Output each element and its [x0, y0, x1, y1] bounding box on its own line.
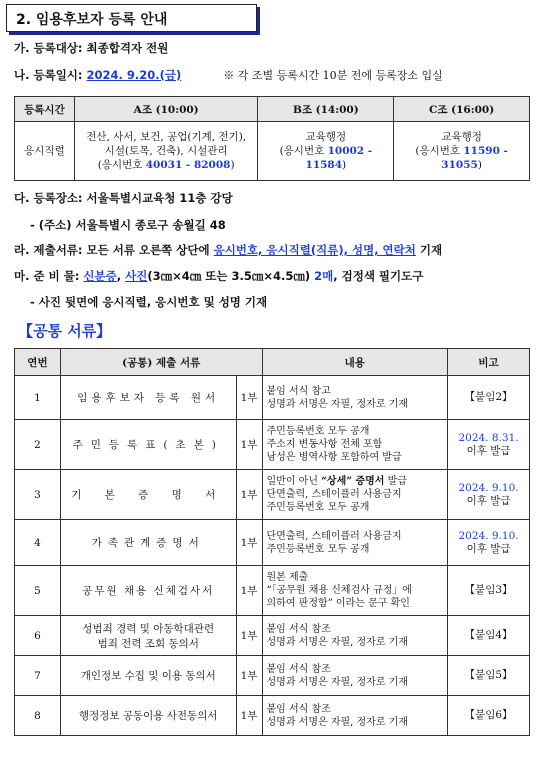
row-content: [262, 616, 448, 656]
row-doc-name: 임용후보자 등록 원서: [60, 376, 236, 420]
row-number: 4: [15, 520, 61, 566]
schedule-a-line: 전산, 사서, 보건, 공업(기계, 전기),: [86, 131, 247, 143]
content-line: 주민등록번호 모두 공개: [266, 426, 370, 437]
note-line: 이후 발급: [466, 494, 511, 507]
submit-line: [14, 242, 442, 258]
row-doc-name: 주민등록표(초본): [60, 420, 236, 470]
note-line: 이후 발급: [466, 444, 511, 457]
address-line: - (주소) 서울특별시 종로구 송월길 48: [30, 218, 226, 232]
documents-header-content: 내용: [262, 349, 448, 376]
content-line: 주민등록번호 모두 공개: [266, 543, 370, 555]
table-row: [15, 470, 530, 520]
row-note: [448, 616, 530, 656]
row-note: [448, 420, 530, 470]
items-comma: ,: [116, 269, 126, 283]
note-date: 2024. 9.10.: [458, 481, 519, 494]
table-row: [15, 376, 530, 420]
schedule-a-line: 시설(토목, 건축), 시설관리: [104, 145, 228, 157]
row-number: 2: [15, 420, 61, 470]
range-prefix: (응시번호: [279, 145, 328, 157]
target-label: 가. 등록대상:: [14, 41, 83, 55]
datetime-label: 나. 등록일시:: [14, 68, 83, 82]
row-content: [262, 420, 448, 470]
documents-table: [14, 348, 530, 736]
content-line: 붙임 서식 참조: [266, 623, 331, 635]
row-doc-name: 행정정보 공동이용 사전동의서: [60, 696, 236, 736]
note-date: 2024. 8.31.: [458, 431, 519, 444]
schedule-b-range-line: [259, 144, 392, 172]
row-doc-name: 개인정보 수집 및 이용 동의서: [60, 656, 236, 696]
content-line: 성명과 서명은 자필, 정자로 기재: [266, 716, 408, 728]
content-line: 성명과 서명은 자필, 정자로 기재: [266, 398, 408, 410]
row-note: [448, 656, 530, 696]
row-note: [448, 470, 530, 520]
note-line: 이후 발급: [466, 542, 511, 555]
content-line: 성명과 서명은 자필, 정자로 기재: [266, 636, 408, 648]
table-row: [15, 656, 530, 696]
row-content: [262, 376, 448, 420]
name-line: 성범죄 경력 및 아동학대관련: [82, 622, 215, 635]
schedule-a-range-line: [76, 158, 257, 172]
range-suffix: ): [230, 159, 235, 171]
items-count: 2매: [314, 269, 334, 283]
note-line: 【붙임3】: [464, 584, 513, 596]
submit-suffix: 기재: [415, 243, 443, 257]
schedule-c-range: 11590 - 31055: [441, 145, 508, 171]
note-line: 【붙임4】: [464, 629, 513, 641]
schedule-a-range: 40031 - 82008: [145, 159, 231, 171]
content-line: 붙임 서식 참고: [266, 385, 331, 397]
content-line: [267, 475, 447, 488]
row-count: 1부: [236, 420, 262, 470]
row-count: 1부: [236, 616, 262, 656]
page-title-box: [6, 4, 257, 32]
photo-note: - 사진 뒷면에 응시직렬, 응시번호 및 성명 기재: [30, 295, 268, 309]
row-count: 1부: [236, 696, 262, 736]
schedule-row-label: 응시직렬: [15, 122, 75, 181]
section-title: 【공통 서류】: [18, 322, 112, 340]
row-number: 6: [15, 616, 61, 656]
row-doc-name: [60, 616, 236, 656]
row-content: [262, 696, 448, 736]
items-photo: 사진: [125, 269, 148, 283]
row-count: 1부: [236, 656, 262, 696]
content-pre: 일반이 아닌: [266, 476, 322, 487]
range-suffix: ): [342, 159, 347, 171]
row-count: 1부: [236, 566, 262, 616]
note-line: 【붙임6】: [464, 709, 513, 721]
datetime-note: ※ 각 조별 등록시간 10분 전에 등록장소 입실: [223, 69, 443, 82]
schedule-c-cell: [394, 122, 530, 181]
row-number: 7: [15, 656, 61, 696]
schedule-b-title: 교육행정: [305, 131, 347, 143]
items-size: (3㎝×4㎝ 또는 3.5㎝×4.5㎝): [147, 269, 315, 283]
row-number: 8: [15, 696, 61, 736]
note-date: 2024. 9.10.: [458, 529, 519, 542]
content-line: 붙임 서식 참조: [266, 663, 331, 675]
row-count: 1부: [236, 520, 262, 566]
datetime-value: 2024. 9.20.(금): [86, 68, 182, 82]
datetime-line: [14, 67, 443, 83]
schedule-c-title: 교육행정: [441, 131, 482, 143]
submit-prefix: 라. 제출서류: 모든 서류 오른쪽 상단에: [14, 243, 214, 257]
schedule-b-cell: [258, 122, 394, 181]
table-row: [15, 696, 530, 736]
schedule-header-c: C조 (16:00): [394, 97, 530, 122]
row-number: 1: [15, 376, 61, 420]
content-line: “「공무원 채용 신체검사 규정」에: [266, 585, 413, 596]
target-line: [14, 40, 168, 56]
range-prefix: (응시번호: [97, 159, 146, 171]
documents-header-row: [15, 349, 530, 376]
row-count: 1부: [236, 376, 262, 420]
place-line: [14, 190, 233, 206]
place-label: 다. 등록장소:: [14, 191, 83, 205]
schedule-header-b: B조 (14:00): [258, 97, 394, 122]
row-doc-name: 기 본 증 명 서: [60, 470, 236, 520]
items-suffix: , 검정색 필기도구: [333, 269, 424, 283]
table-row: [15, 566, 530, 616]
row-note: [448, 566, 530, 616]
items-id: 신분증: [83, 269, 117, 283]
content-bold: “상세” 증명서: [321, 476, 385, 487]
schedule-a-cell: [74, 122, 258, 181]
schedule-header-time: 등록시간: [15, 97, 75, 122]
schedule-header-a: A조 (10:00): [74, 97, 258, 122]
items-prefix: 마. 준 비 물:: [14, 269, 84, 283]
schedule-b-range: 10002 - 11584: [305, 145, 373, 171]
documents-header-note: 비고: [448, 349, 530, 376]
content-line: 붙임 서식 참조: [266, 703, 331, 715]
row-note: [448, 520, 530, 566]
row-content: [262, 656, 448, 696]
content-line: 의하여 판정함” 이라는 문구 확인: [266, 598, 410, 609]
content-line: 단면출력, 스테이플러 사용금지: [266, 489, 402, 500]
content-line: 성명과 서명은 자필, 정자로 기재: [266, 676, 408, 688]
documents-header-no: 연번: [15, 349, 61, 376]
documents-header-name: (공통) 제출 서류: [60, 349, 262, 376]
schedule-table: [14, 96, 530, 181]
row-number: 3: [15, 470, 61, 520]
content-line: 남성은 병역사항 포함하여 발급: [266, 452, 402, 463]
row-doc-name: 공무원 채용 신체검사서: [60, 566, 236, 616]
schedule-header-row: [15, 97, 530, 122]
content-post: 발급: [384, 476, 407, 487]
schedule-c-range-line: [395, 144, 528, 172]
place-value: 서울특별시교육청 11층 강당: [86, 191, 233, 205]
row-doc-name: 가족관계증명서: [60, 520, 236, 566]
target-value: 최종합격자 전원: [86, 41, 169, 55]
page-title: 2. 임용후보자 등록 안내: [16, 12, 168, 28]
table-row: [15, 520, 530, 566]
submit-highlight: 응시번호, 응시직렬(직류), 성명, 연락처: [213, 243, 416, 257]
row-note: [448, 376, 530, 420]
table-row: [15, 420, 530, 470]
items-line: [14, 268, 423, 284]
note-line: 【붙임5】: [464, 669, 513, 681]
row-count: 1부: [236, 470, 262, 520]
range-prefix: (응시번호: [415, 145, 464, 157]
content-line: 원본 제출: [266, 572, 309, 583]
content-line: 주소지 변동사항 전체 포함: [266, 439, 383, 450]
content-line: 주민등록번호 모두 공개: [266, 502, 370, 513]
row-note: [448, 696, 530, 736]
note-line: 【붙임2】: [464, 391, 513, 403]
schedule-row: [15, 122, 530, 181]
row-content: [262, 470, 448, 520]
table-row: [15, 616, 530, 656]
row-number: 5: [15, 566, 61, 616]
range-suffix: ): [477, 159, 482, 171]
row-content: [262, 566, 448, 616]
content-line: 단면출력, 스테이플러 사용금지: [266, 530, 402, 542]
name-line: 범죄 전력 조회 동의서: [97, 637, 199, 650]
row-content: [262, 520, 448, 566]
